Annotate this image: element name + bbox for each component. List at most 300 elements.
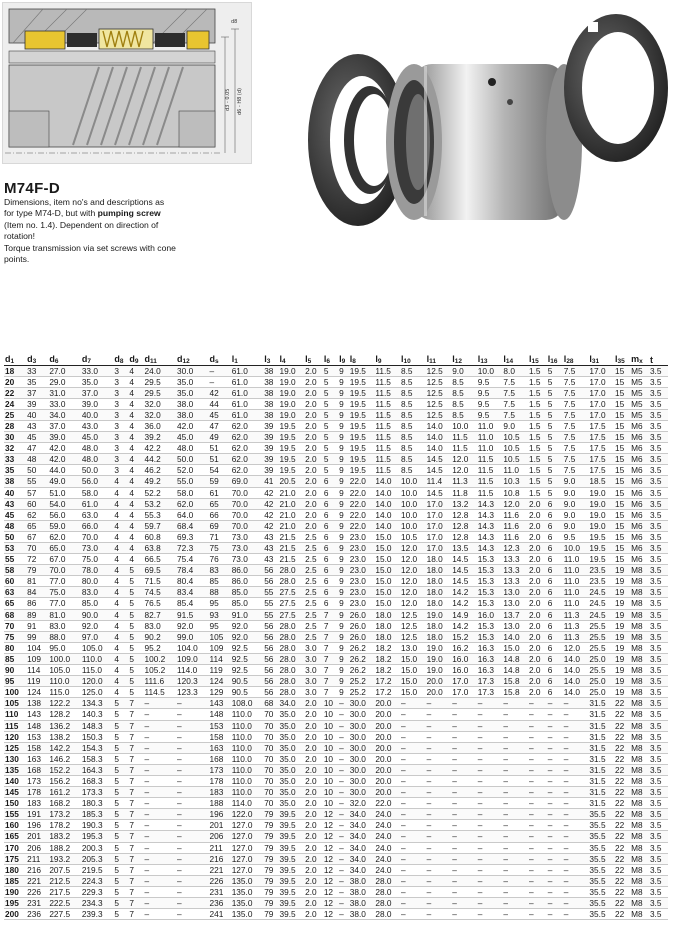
table-cell: 14.5 <box>426 465 452 476</box>
table-cell: 7 <box>128 753 143 764</box>
table-cell: 15 <box>614 531 630 542</box>
table-cell: 35.0 <box>81 376 114 387</box>
table-cell: 18.0 <box>374 631 400 642</box>
table-cell: 17.5 <box>588 465 614 476</box>
table-cell: 55.0 <box>176 476 209 487</box>
table-cell: 73.0 <box>231 543 264 554</box>
table-cell: 125.0 <box>81 687 114 698</box>
table-cell: – <box>400 898 426 909</box>
table-cell: 95 <box>209 598 231 609</box>
table-cell: 15.0 <box>400 687 426 698</box>
table-cell: – <box>426 864 452 875</box>
table-cell: 3.5 <box>649 543 668 554</box>
table-cell: – <box>144 875 177 886</box>
column-header <box>81 349 114 365</box>
table-cell: – <box>400 720 426 731</box>
table-cell: M8 <box>630 831 649 842</box>
table-cell: 50.0 <box>176 454 209 465</box>
table-cell: 19.0 <box>588 520 614 531</box>
table-cell: 20.5 <box>278 476 304 487</box>
table-cell: 4 <box>113 554 128 565</box>
table-cell: 110.0 <box>231 775 264 786</box>
table-cell: 22 <box>614 731 630 742</box>
table-cell: 58.0 <box>176 487 209 498</box>
table-cell: 20.0 <box>374 720 400 731</box>
table-cell: M8 <box>630 620 649 631</box>
table-cell: 44 <box>209 398 231 409</box>
table-cell: 195 <box>4 898 26 909</box>
table-cell: 13.7 <box>502 609 528 620</box>
column-header <box>113 349 128 365</box>
table-cell: – <box>502 809 528 820</box>
table-cell: 188 <box>209 798 231 809</box>
table-cell: 5 <box>547 398 563 409</box>
table-cell: 8.5 <box>451 409 477 420</box>
table-cell: – <box>528 875 547 886</box>
table-cell: – <box>400 842 426 853</box>
table-cell: 7.5 <box>563 409 589 420</box>
table-cell: 7 <box>128 764 143 775</box>
table-cell: – <box>426 853 452 864</box>
table-cell: 3.5 <box>649 531 668 542</box>
table-cell: 221 <box>26 875 48 886</box>
table-cell: 120.3 <box>176 676 209 687</box>
table-cell: 10.3 <box>502 476 528 487</box>
table-cell: 19.0 <box>426 653 452 664</box>
table-cell: 70 <box>263 753 278 764</box>
table-cell: 17.0 <box>426 498 452 509</box>
table-cell: 88.0 <box>48 631 81 642</box>
table-cell: 16.3 <box>477 665 503 676</box>
table-cell: 15.3 <box>477 620 503 631</box>
table-cell: 42 <box>263 509 278 520</box>
table-cell: 14.5 <box>451 576 477 587</box>
table-cell: 70 <box>263 731 278 742</box>
table-cell: – <box>209 365 231 376</box>
table-cell: 104 <box>26 642 48 653</box>
table-cell: 80 <box>4 642 26 653</box>
table-cell: 3 <box>113 365 128 376</box>
table-cell: 3.5 <box>649 831 668 842</box>
table-cell: 155 <box>4 809 26 820</box>
table-cell: – <box>400 753 426 764</box>
table-cell: – <box>400 853 426 864</box>
table-cell: – <box>426 775 452 786</box>
table-cell: 3.5 <box>649 864 668 875</box>
table-cell: 15 <box>614 443 630 454</box>
table-cell: – <box>477 909 503 920</box>
table-cell: 6 <box>323 554 338 565</box>
table-cell: – <box>338 853 349 864</box>
table-cell: – <box>528 820 547 831</box>
table-cell: 34.0 <box>349 831 375 842</box>
table-cell: 15 <box>614 476 630 487</box>
table-cell: 38.0 <box>349 875 375 886</box>
table-cell: 236 <box>26 909 48 920</box>
table-cell: 109 <box>209 642 231 653</box>
table-cell: 15 <box>614 498 630 509</box>
table-cell: – <box>400 864 426 875</box>
table-cell: 110.0 <box>48 676 81 687</box>
table-cell: 66.5 <box>144 554 177 565</box>
table-cell: 14.5 <box>426 454 452 465</box>
table-cell: 201 <box>26 831 48 842</box>
table-cell: 14.3 <box>477 520 503 531</box>
table-cell: 12.0 <box>400 543 426 554</box>
table-cell: 7.5 <box>502 387 528 398</box>
table-cell: 236 <box>209 898 231 909</box>
table-cell: 7 <box>128 864 143 875</box>
table-cell: 8.5 <box>400 420 426 431</box>
table-cell: 4 <box>128 432 143 443</box>
table-cell: 9 <box>338 554 349 565</box>
table-cell: 14.5 <box>451 565 477 576</box>
table-row <box>4 842 668 853</box>
table-cell: 25.5 <box>588 631 614 642</box>
table-cell: – <box>477 886 503 897</box>
table-cell: 11.4 <box>426 476 452 487</box>
table-cell: 22.0 <box>374 798 400 809</box>
table-cell: 23.5 <box>588 576 614 587</box>
table-cell: 2.0 <box>304 509 323 520</box>
table-cell: 34.0 <box>349 809 375 820</box>
table-cell: 3.5 <box>649 875 668 886</box>
table-cell: 79 <box>263 886 278 897</box>
table-cell: – <box>528 764 547 775</box>
table-cell: 79 <box>263 864 278 875</box>
table-cell: 18 <box>4 365 26 376</box>
table-cell: 70.0 <box>231 520 264 531</box>
table-cell: 185.3 <box>81 809 114 820</box>
table-cell: 5 <box>113 864 128 875</box>
table-cell: 5 <box>128 665 143 676</box>
table-cell: 37 <box>26 387 48 398</box>
table-cell: – <box>144 886 177 897</box>
table-cell: 129 <box>209 687 231 698</box>
table-cell: 12 <box>323 820 338 831</box>
table-cell: 28.0 <box>278 642 304 653</box>
table-cell: – <box>451 853 477 864</box>
table-cell: 9 <box>338 676 349 687</box>
table-cell: – <box>338 898 349 909</box>
table-cell: 14.8 <box>502 665 528 676</box>
table-cell: 226 <box>26 886 48 897</box>
table-cell: – <box>547 742 563 753</box>
table-cell: 19.5 <box>349 432 375 443</box>
table-cell: 18.0 <box>426 565 452 576</box>
table-cell: 18.0 <box>426 554 452 565</box>
table-cell: 9.0 <box>563 498 589 509</box>
table-cell: 6 <box>547 620 563 631</box>
table-cell: M5 <box>630 387 649 398</box>
table-cell: 7 <box>128 820 143 831</box>
table-cell: 75 <box>4 631 26 642</box>
table-row <box>4 598 668 609</box>
table-cell: – <box>547 709 563 720</box>
table-cell: 39.5 <box>278 842 304 853</box>
table-cell: 19.0 <box>588 487 614 498</box>
table-cell: 136.2 <box>48 720 81 731</box>
table-cell: 20.0 <box>374 742 400 753</box>
table-cell: 43 <box>263 554 278 565</box>
table-cell: 19.0 <box>278 398 304 409</box>
column-header-symbol: l <box>339 353 342 364</box>
table-cell: – <box>563 842 589 853</box>
table-cell: 11.5 <box>374 387 400 398</box>
table-cell: 7.5 <box>563 365 589 376</box>
table-cell: 20.0 <box>374 764 400 775</box>
table-cell: M8 <box>630 764 649 775</box>
table-cell: 7 <box>128 698 143 709</box>
column-header-symbol: d <box>177 353 183 364</box>
table-cell: 12.5 <box>426 409 452 420</box>
table-cell: 42.2 <box>144 443 177 454</box>
table-cell: 79 <box>263 875 278 886</box>
table-cell: 3.0 <box>304 653 323 664</box>
table-cell: M8 <box>630 598 649 609</box>
table-row <box>4 653 668 664</box>
table-cell: 27.5 <box>278 609 304 620</box>
table-cell: – <box>528 864 547 875</box>
table-cell: 222.5 <box>48 898 81 909</box>
table-cell: – <box>563 698 589 709</box>
table-row <box>4 642 668 653</box>
table-cell: 3.5 <box>649 520 668 531</box>
column-header <box>528 349 547 365</box>
column-header <box>231 349 264 365</box>
table-cell: 3.5 <box>649 620 668 631</box>
table-cell: 2.0 <box>528 543 547 554</box>
table-cell: 2.0 <box>304 787 323 798</box>
table-cell: 2.0 <box>304 831 323 842</box>
table-cell: 15 <box>614 509 630 520</box>
table-cell: – <box>451 798 477 809</box>
table-cell: 7 <box>128 720 143 731</box>
column-header <box>278 349 304 365</box>
table-cell: 1.5 <box>528 387 547 398</box>
table-cell: 38.0 <box>349 909 375 920</box>
table-cell: – <box>563 731 589 742</box>
table-cell: – <box>528 831 547 842</box>
table-cell: 54.0 <box>48 498 81 509</box>
table-cell: 9 <box>338 387 349 398</box>
table-cell: 31.5 <box>588 720 614 731</box>
table-cell: M8 <box>630 698 649 709</box>
table-row <box>4 576 668 587</box>
table-cell: 3.5 <box>649 909 668 920</box>
column-header-subscript: s <box>215 357 219 365</box>
table-cell: 7 <box>128 809 143 820</box>
table-cell: 2.0 <box>304 365 323 376</box>
table-cell: 14.0 <box>563 653 589 664</box>
table-cell: – <box>426 886 452 897</box>
table-cell: 13.0 <box>400 642 426 653</box>
table-cell: 12.5 <box>400 609 426 620</box>
table-cell: 62.0 <box>231 465 264 476</box>
table-cell: 34.0 <box>48 409 81 420</box>
table-cell: 30.0 <box>349 709 375 720</box>
table-cell: 15 <box>614 520 630 531</box>
table-cell: M5 <box>630 409 649 420</box>
table-row <box>4 498 668 509</box>
table-cell: – <box>144 820 177 831</box>
table-cell: 2.0 <box>528 554 547 565</box>
table-cell: 2.5 <box>304 554 323 565</box>
table-cell: 55 <box>263 587 278 598</box>
table-cell: – <box>477 742 503 753</box>
table-cell: 92.5 <box>231 642 264 653</box>
table-cell: 58 <box>4 565 26 576</box>
table-cell: 1.5 <box>528 487 547 498</box>
table-cell: 18.5 <box>588 476 614 487</box>
table-cell: – <box>502 709 528 720</box>
table-cell: 10.0 <box>563 543 589 554</box>
table-cell: 15.0 <box>374 554 400 565</box>
table-row <box>4 420 668 431</box>
table-cell: 2.0 <box>304 454 323 465</box>
table-cell: 70 <box>263 775 278 786</box>
table-cell: 3.5 <box>649 731 668 742</box>
table-cell: 10 <box>323 720 338 731</box>
column-header-subscript: x <box>639 357 643 365</box>
table-cell: 17.5 <box>588 443 614 454</box>
table-cell: 35.0 <box>278 709 304 720</box>
table-row <box>4 698 668 709</box>
table-cell: – <box>176 820 209 831</box>
table-cell: 142.2 <box>48 742 81 753</box>
table-cell: 119 <box>26 676 48 687</box>
table-cell: 9 <box>338 609 349 620</box>
table-cell: 173.3 <box>81 787 114 798</box>
table-cell: 72 <box>26 554 48 565</box>
table-cell: 92.0 <box>231 631 264 642</box>
table-cell: 35.0 <box>278 720 304 731</box>
table-cell: 109.0 <box>176 653 209 664</box>
column-header <box>588 349 614 365</box>
table-cell: 91.0 <box>231 609 264 620</box>
column-header-symbol: l <box>529 353 532 364</box>
table-cell: 14.0 <box>563 665 589 676</box>
table-cell: 105.2 <box>144 665 177 676</box>
table-cell: 15.3 <box>477 631 503 642</box>
table-cell: 2.0 <box>304 864 323 875</box>
table-cell: 14.2 <box>451 620 477 631</box>
table-cell: – <box>477 720 503 731</box>
table-cell: – <box>563 909 589 920</box>
table-cell: – <box>426 742 452 753</box>
table-row <box>4 443 668 454</box>
table-cell: 15.3 <box>477 554 503 565</box>
table-cell: 15.0 <box>374 565 400 576</box>
table-cell: 2.0 <box>304 398 323 409</box>
table-cell: 11.0 <box>563 576 589 587</box>
table-cell: 79 <box>263 831 278 842</box>
table-cell: – <box>502 698 528 709</box>
table-cell: 37.0 <box>81 387 114 398</box>
table-cell: – <box>176 720 209 731</box>
table-cell: 158 <box>26 742 48 753</box>
table-cell: 3.0 <box>304 676 323 687</box>
table-cell: M6 <box>630 543 649 554</box>
table-cell: 38 <box>263 398 278 409</box>
table-cell: 13.3 <box>502 576 528 587</box>
table-cell: 26.2 <box>349 642 375 653</box>
table-cell: – <box>528 886 547 897</box>
table-cell: 114 <box>26 665 48 676</box>
table-cell: 95.2 <box>144 642 177 653</box>
table-cell: – <box>144 709 177 720</box>
table-cell: 19.5 <box>588 531 614 542</box>
table-cell: 71 <box>209 531 231 542</box>
table-cell: 2.0 <box>528 587 547 598</box>
table-cell: 3.5 <box>649 676 668 687</box>
table-cell: 65.0 <box>48 543 81 554</box>
table-cell: – <box>426 720 452 731</box>
table-cell: 14.3 <box>477 498 503 509</box>
table-cell: – <box>451 886 477 897</box>
table-cell: 22 <box>614 709 630 720</box>
table-cell: 29.0 <box>48 376 81 387</box>
table-cell: 19.5 <box>349 465 375 476</box>
table-cell: 26.2 <box>349 665 375 676</box>
table-cell: 25.5 <box>588 620 614 631</box>
table-cell: 56 <box>263 665 278 676</box>
table-cell: 50 <box>4 531 26 542</box>
table-cell: 135.0 <box>231 886 264 897</box>
table-cell: – <box>502 842 528 853</box>
table-cell: 6 <box>547 520 563 531</box>
table-cell: M6 <box>630 476 649 487</box>
table-cell: 28.0 <box>374 875 400 886</box>
table-cell: 59.0 <box>48 520 81 531</box>
table-cell: M6 <box>630 420 649 431</box>
column-header-subscript: 4 <box>281 357 286 365</box>
table-cell: 11.5 <box>477 487 503 498</box>
table-cell: 39.0 <box>48 432 81 443</box>
table-cell: 22 <box>614 820 630 831</box>
table-cell: 38.0 <box>349 886 375 897</box>
table-cell: – <box>400 909 426 920</box>
table-cell: 1.5 <box>528 465 547 476</box>
table-cell: 56 <box>263 576 278 587</box>
table-cell: 229.3 <box>81 886 114 897</box>
table-cell: – <box>451 720 477 731</box>
table-cell: 104.0 <box>176 642 209 653</box>
table-cell: 11.5 <box>451 432 477 443</box>
table-cell: 173.2 <box>48 809 81 820</box>
table-cell: 35.0 <box>278 731 304 742</box>
table-cell: 5 <box>113 898 128 909</box>
table-cell: 52.0 <box>176 465 209 476</box>
table-cell: 10.5 <box>502 443 528 454</box>
table-cell: 110 <box>4 709 26 720</box>
table-cell: 7.5 <box>563 454 589 465</box>
table-cell: 2.0 <box>528 687 547 698</box>
table-cell: – <box>144 775 177 786</box>
table-cell: 6 <box>323 587 338 598</box>
table-cell: 105.0 <box>48 665 81 676</box>
table-cell: 153 <box>209 720 231 731</box>
table-cell: 11.0 <box>563 587 589 598</box>
table-cell: 7.5 <box>563 420 589 431</box>
table-cell: 4 <box>128 409 143 420</box>
table-cell: 31.5 <box>588 709 614 720</box>
table-cell: 38 <box>4 476 26 487</box>
table-cell: – <box>144 742 177 753</box>
table-cell: 10 <box>323 787 338 798</box>
table-cell: 9 <box>338 620 349 631</box>
table-cell: 6 <box>547 653 563 664</box>
